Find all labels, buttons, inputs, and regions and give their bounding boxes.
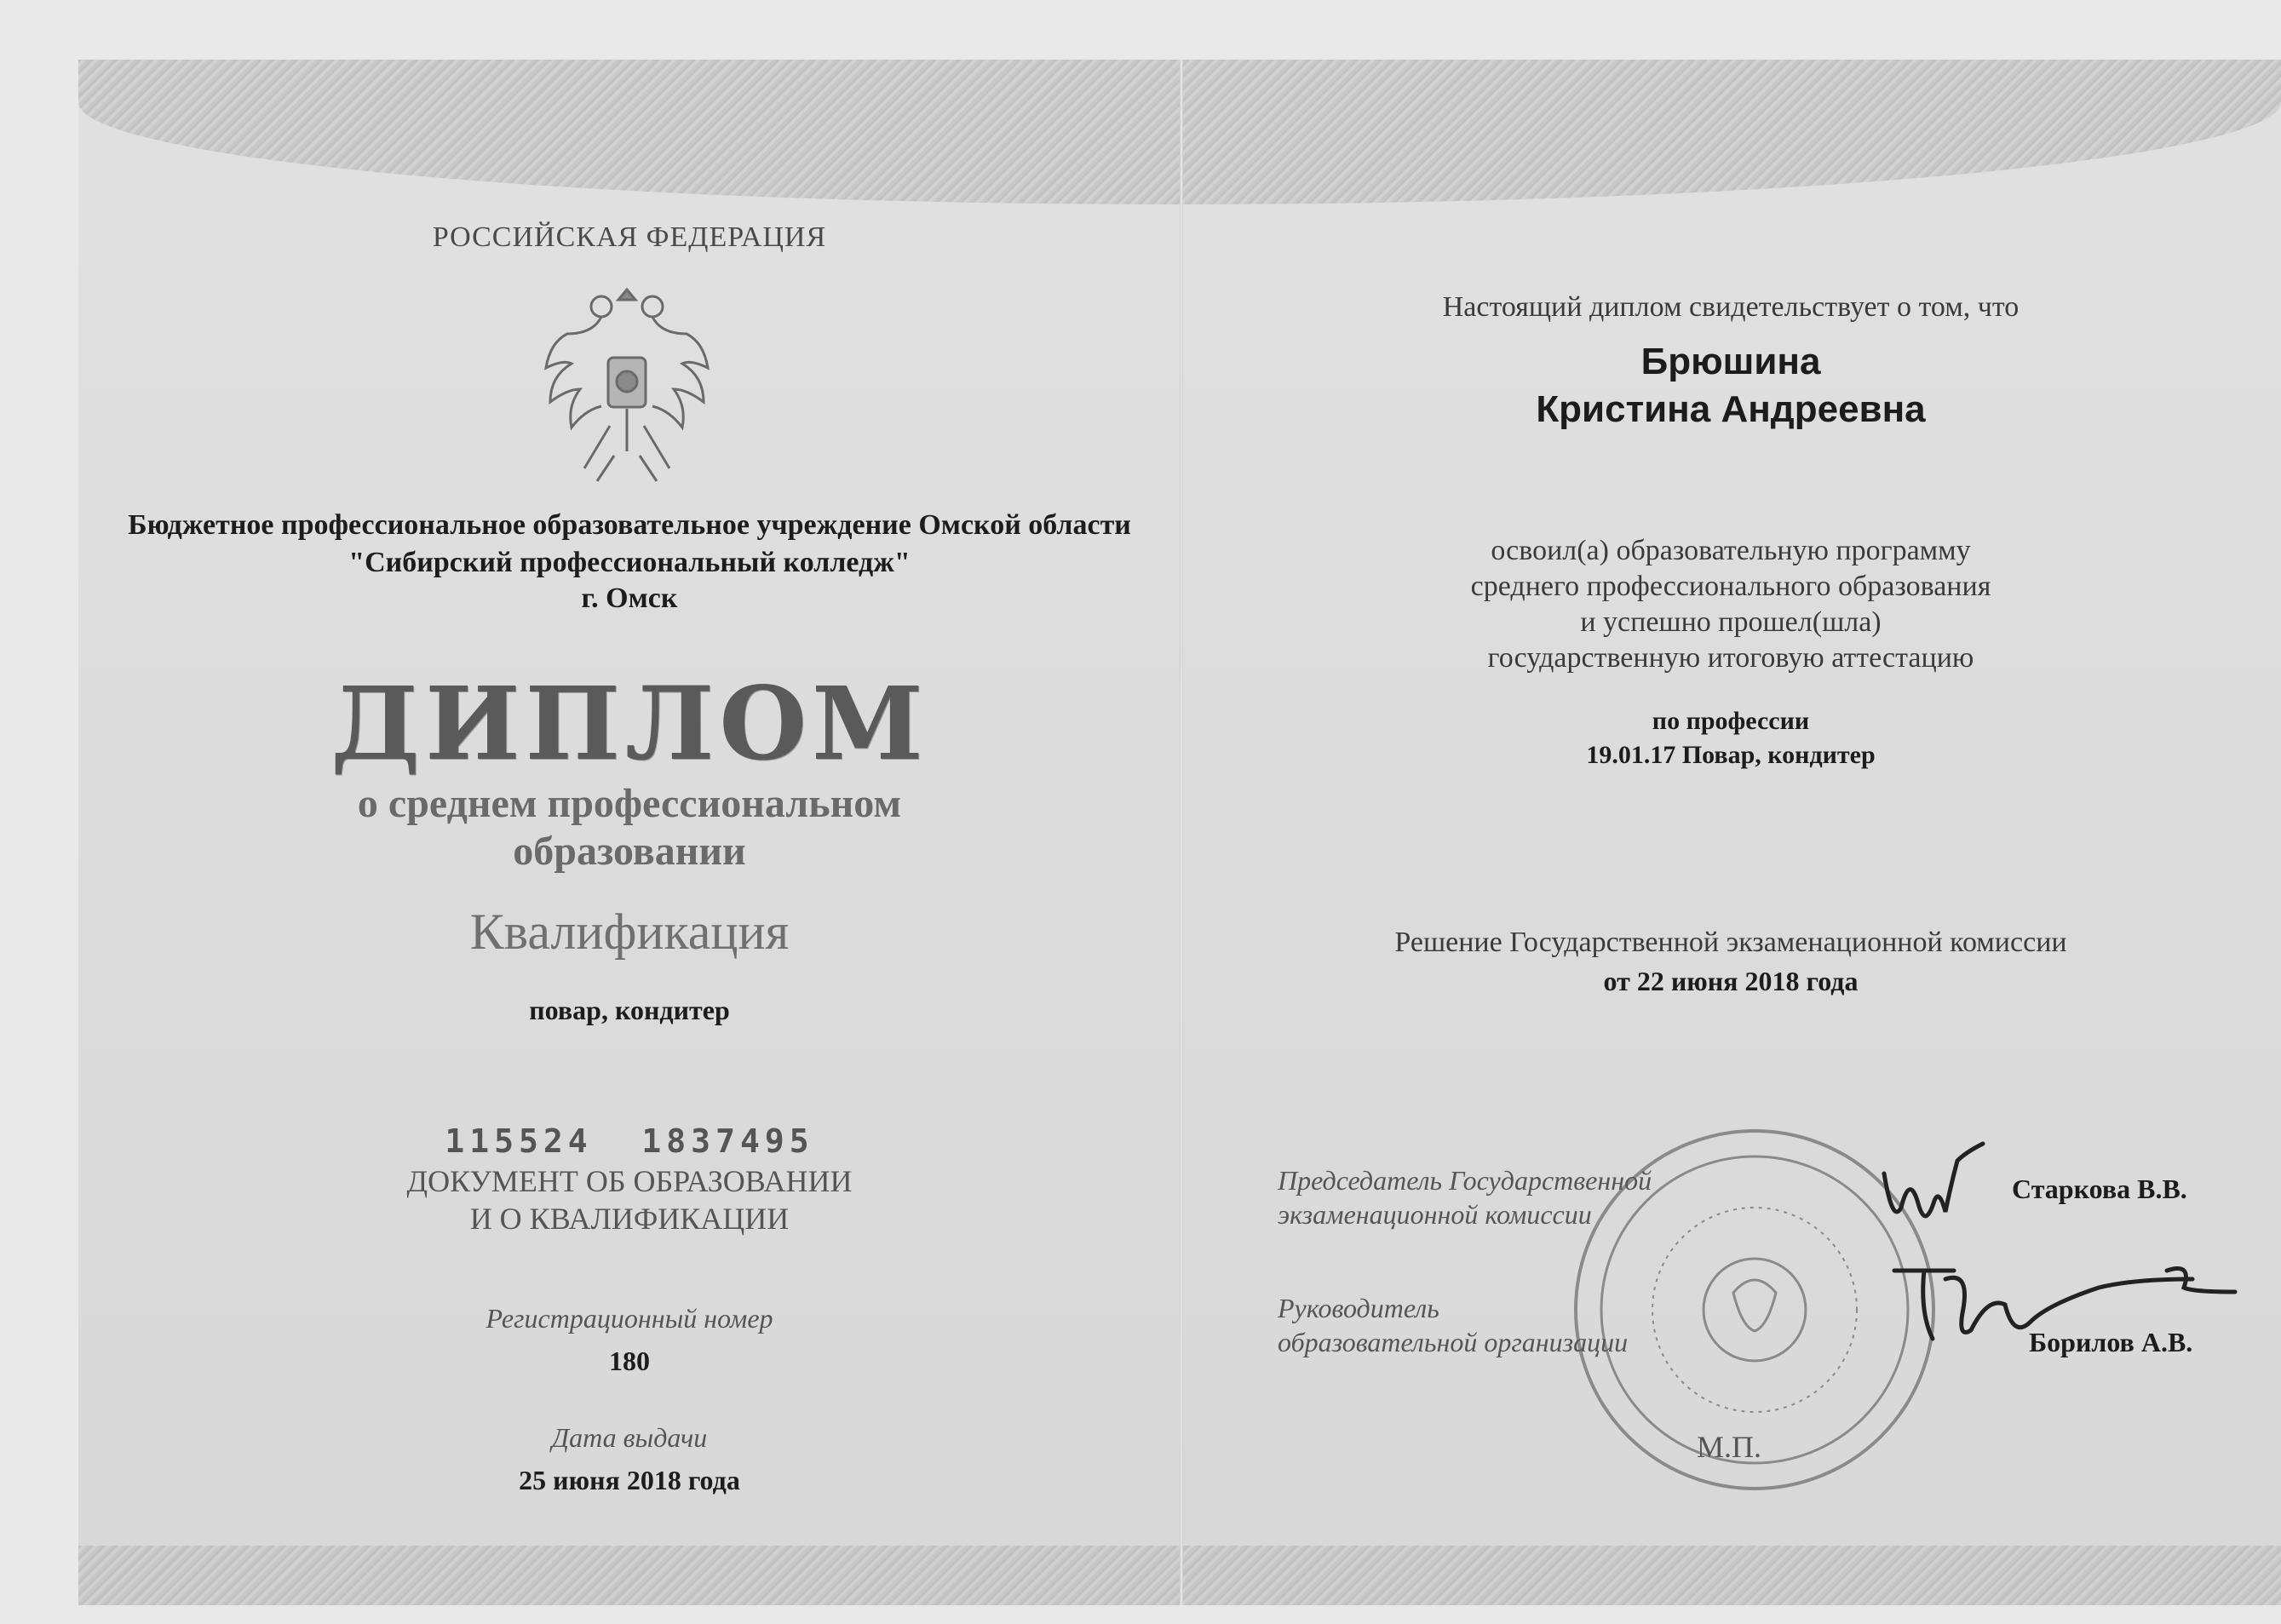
seal-label: М.П.	[1697, 1430, 1762, 1464]
chair-signature-icon	[1876, 1139, 2003, 1233]
qualification-value: повар, кондитер	[529, 995, 730, 1025]
issuer-city: г. Омск	[581, 582, 678, 614]
double-headed-eagle-emblem-icon	[542, 273, 712, 502]
diploma-sheet	[78, 60, 2281, 1605]
issuer-college: "Сибирский профессиональный колледж"	[348, 547, 911, 578]
profession-label: по профессии	[1652, 707, 1810, 735]
series-number: 115524 1837495	[445, 1122, 814, 1160]
qualification-title: Квалификация	[469, 904, 790, 960]
program-statement-line-4: государственную итоговую аттестацию	[1487, 642, 1974, 674]
head-name: Борилов А.В.	[2029, 1327, 2193, 1357]
head-role-line-2: образовательной организации	[1278, 1327, 1629, 1357]
document-type-line-1: ДОКУМЕНТ ОБ ОБРАЗОВАНИИ	[406, 1164, 853, 1198]
holder-given-names: Кристина Андреевна	[1536, 388, 1926, 430]
document-subtitle-line-1: о среднем профессиональном	[357, 781, 902, 826]
registration-label: Регистрационный номер	[486, 1303, 773, 1334]
holder-surname: Брюшина	[1640, 341, 1821, 382]
chair-role-line-1: Председатель Государственной	[1278, 1165, 1652, 1196]
profession-value: 19.01.17 Повар, кондитер	[1586, 741, 1876, 769]
head-role-line-1: Руководитель	[1278, 1293, 1439, 1323]
document-subtitle-line-2: образовании	[513, 829, 746, 874]
commission-decision-label: Решение Государственной экзаменационной комиссии	[1394, 927, 2067, 958]
issuer-name: Бюджетное профессиональное образовательное учреждение Омской области	[128, 509, 1131, 541]
document-type-line-2: И О КВАЛИФИКАЦИИ	[469, 1202, 790, 1236]
country-name: РОССИЙСКАЯ ФЕДЕРАЦИЯ	[432, 221, 827, 253]
program-statement-line-2: среднего профессионального образования	[1470, 571, 1991, 602]
issue-date-value: 25 июня 2018 года	[519, 1465, 740, 1495]
chair-role-line-2: экзаменационной комиссии	[1278, 1199, 1592, 1230]
chair-name: Старкова В.В.	[2012, 1174, 2187, 1204]
registration-value: 180	[609, 1346, 650, 1376]
document-title: ДИПЛОМ	[330, 664, 928, 783]
program-statement-line-3: и успешно прошел(шла)	[1580, 606, 1882, 638]
issue-date-label: Дата выдачи	[551, 1422, 708, 1453]
certifies-statement: Настоящий диплом свидетельствует о том, что	[1442, 291, 2020, 323]
program-statement-line-1: освоил(а) образовательную программу	[1491, 535, 1971, 566]
commission-decision-date: от 22 июня 2018 года	[1603, 966, 1859, 996]
